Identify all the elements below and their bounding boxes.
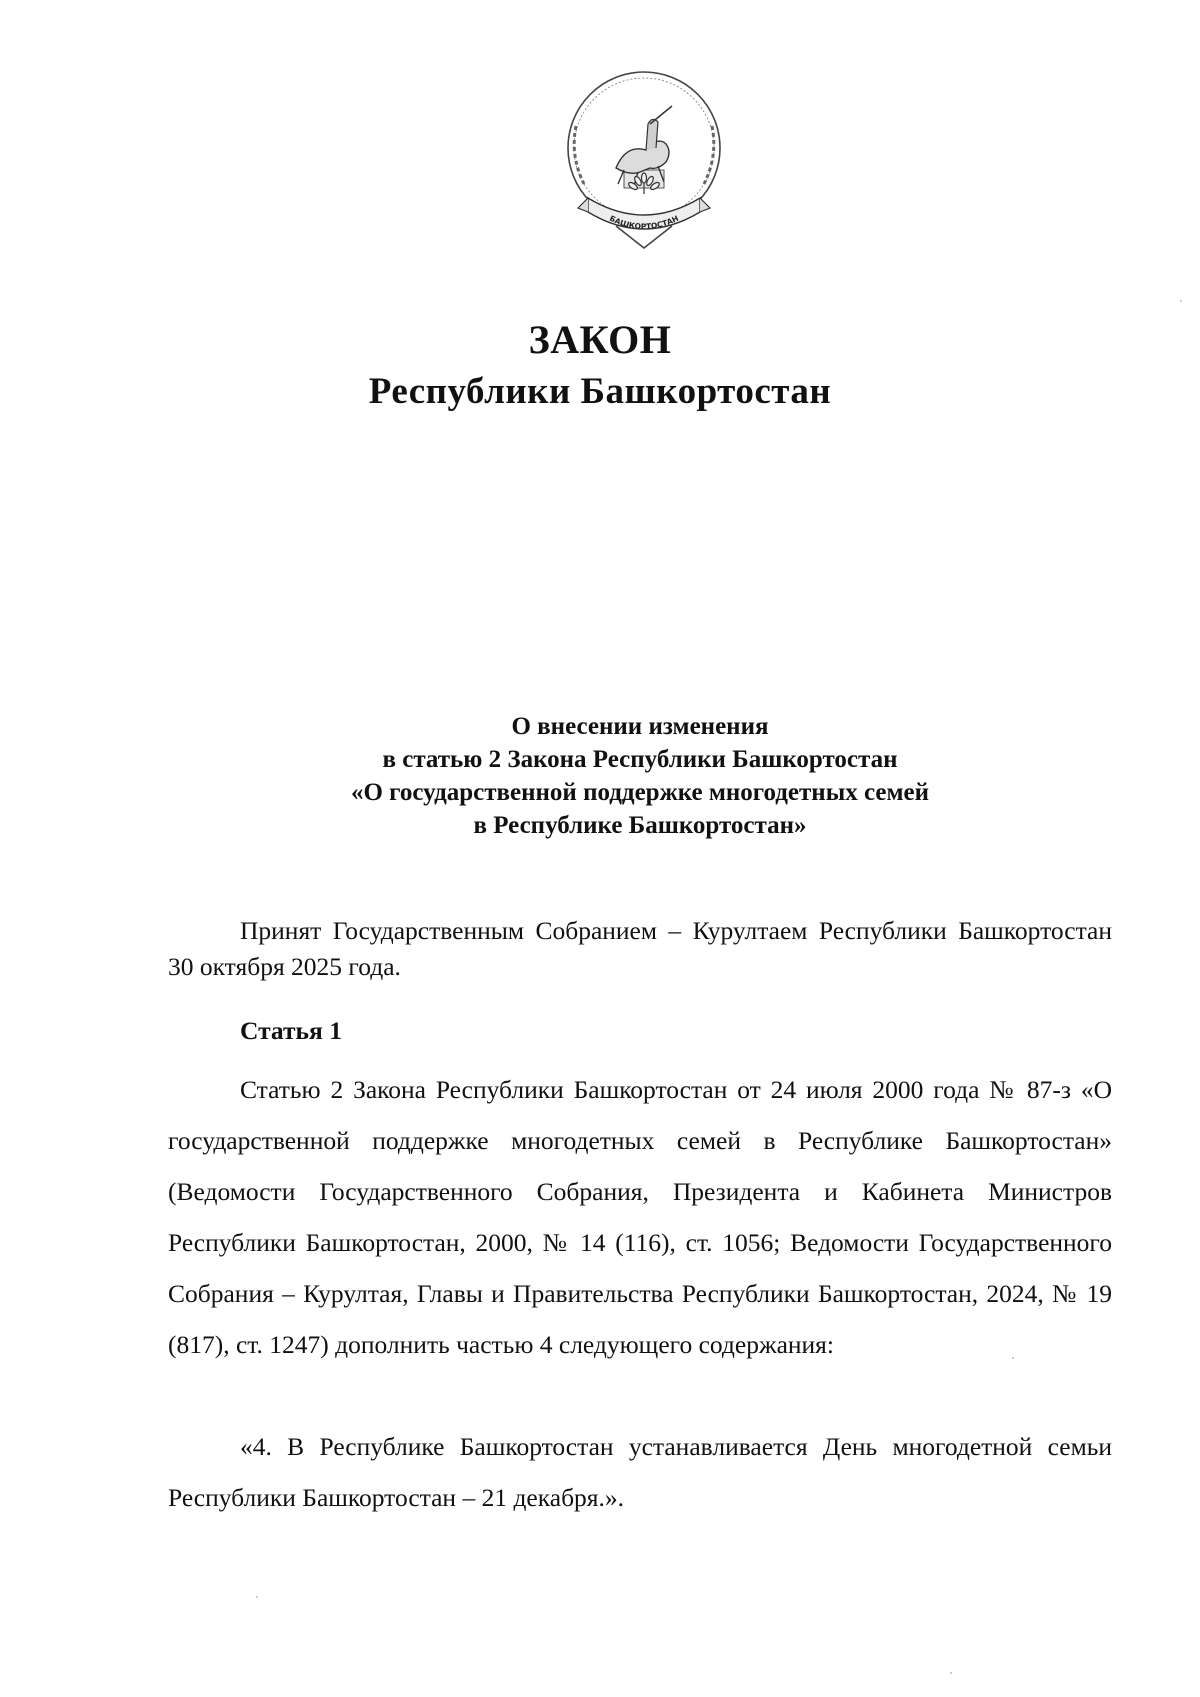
law-title-line2: Республики Башкортостан — [368, 371, 832, 412]
subject-line3: «О государственной поддержке многодетных семей — [350, 779, 929, 806]
coat-of-arms-icon — [554, 66, 734, 252]
subject-line4: в Республике Башкортостан» — [473, 812, 807, 839]
law-title-line1: ЗАКОН — [528, 317, 672, 362]
article-text: Статью 2 Закона Республики Башкортостан от 24 июля 2000 года № 87-з «О государственной поддержке многодетных семей в Республике Башкортостан» (Ведомости Государственного Собрания, Президента и Кабинета Министров Республики Башкортостан, 2000, № 14 (116), ст. 1056; Ведомости Государственного Собрания – Курултая, Главы и Правительства Республики Башкортостан, 2024, № 19 (817), ст. 1247) дополнить частью 4 следующего содержания: — [168, 1075, 1112, 1359]
subject-line2: в статью 2 Закона Республики Башкортостан — [382, 746, 898, 773]
emblem-ribbon-text: БАШКОРТОСТАН — [608, 213, 680, 232]
adoption-statement: Принят Государственным Собранием – Курултаем Республики Башкортостан 30 октября 2025 года. — [168, 916, 1112, 981]
scan-speck — [1180, 300, 1182, 302]
law-title — [0, 316, 1200, 416]
scan-speck — [1012, 1357, 1014, 1359]
article-heading: Статья 1 — [240, 1016, 342, 1045]
subject-line1: О внесении изменения — [511, 713, 769, 740]
law-subject — [200, 710, 1080, 842]
scan-speck — [256, 1596, 258, 1598]
article-quote: «4. В Республике Башкортостан устанавливается День многодетной семьи Республики Башкортостан – 21 декабря.». — [168, 1432, 1112, 1512]
scan-speck — [950, 1672, 952, 1674]
